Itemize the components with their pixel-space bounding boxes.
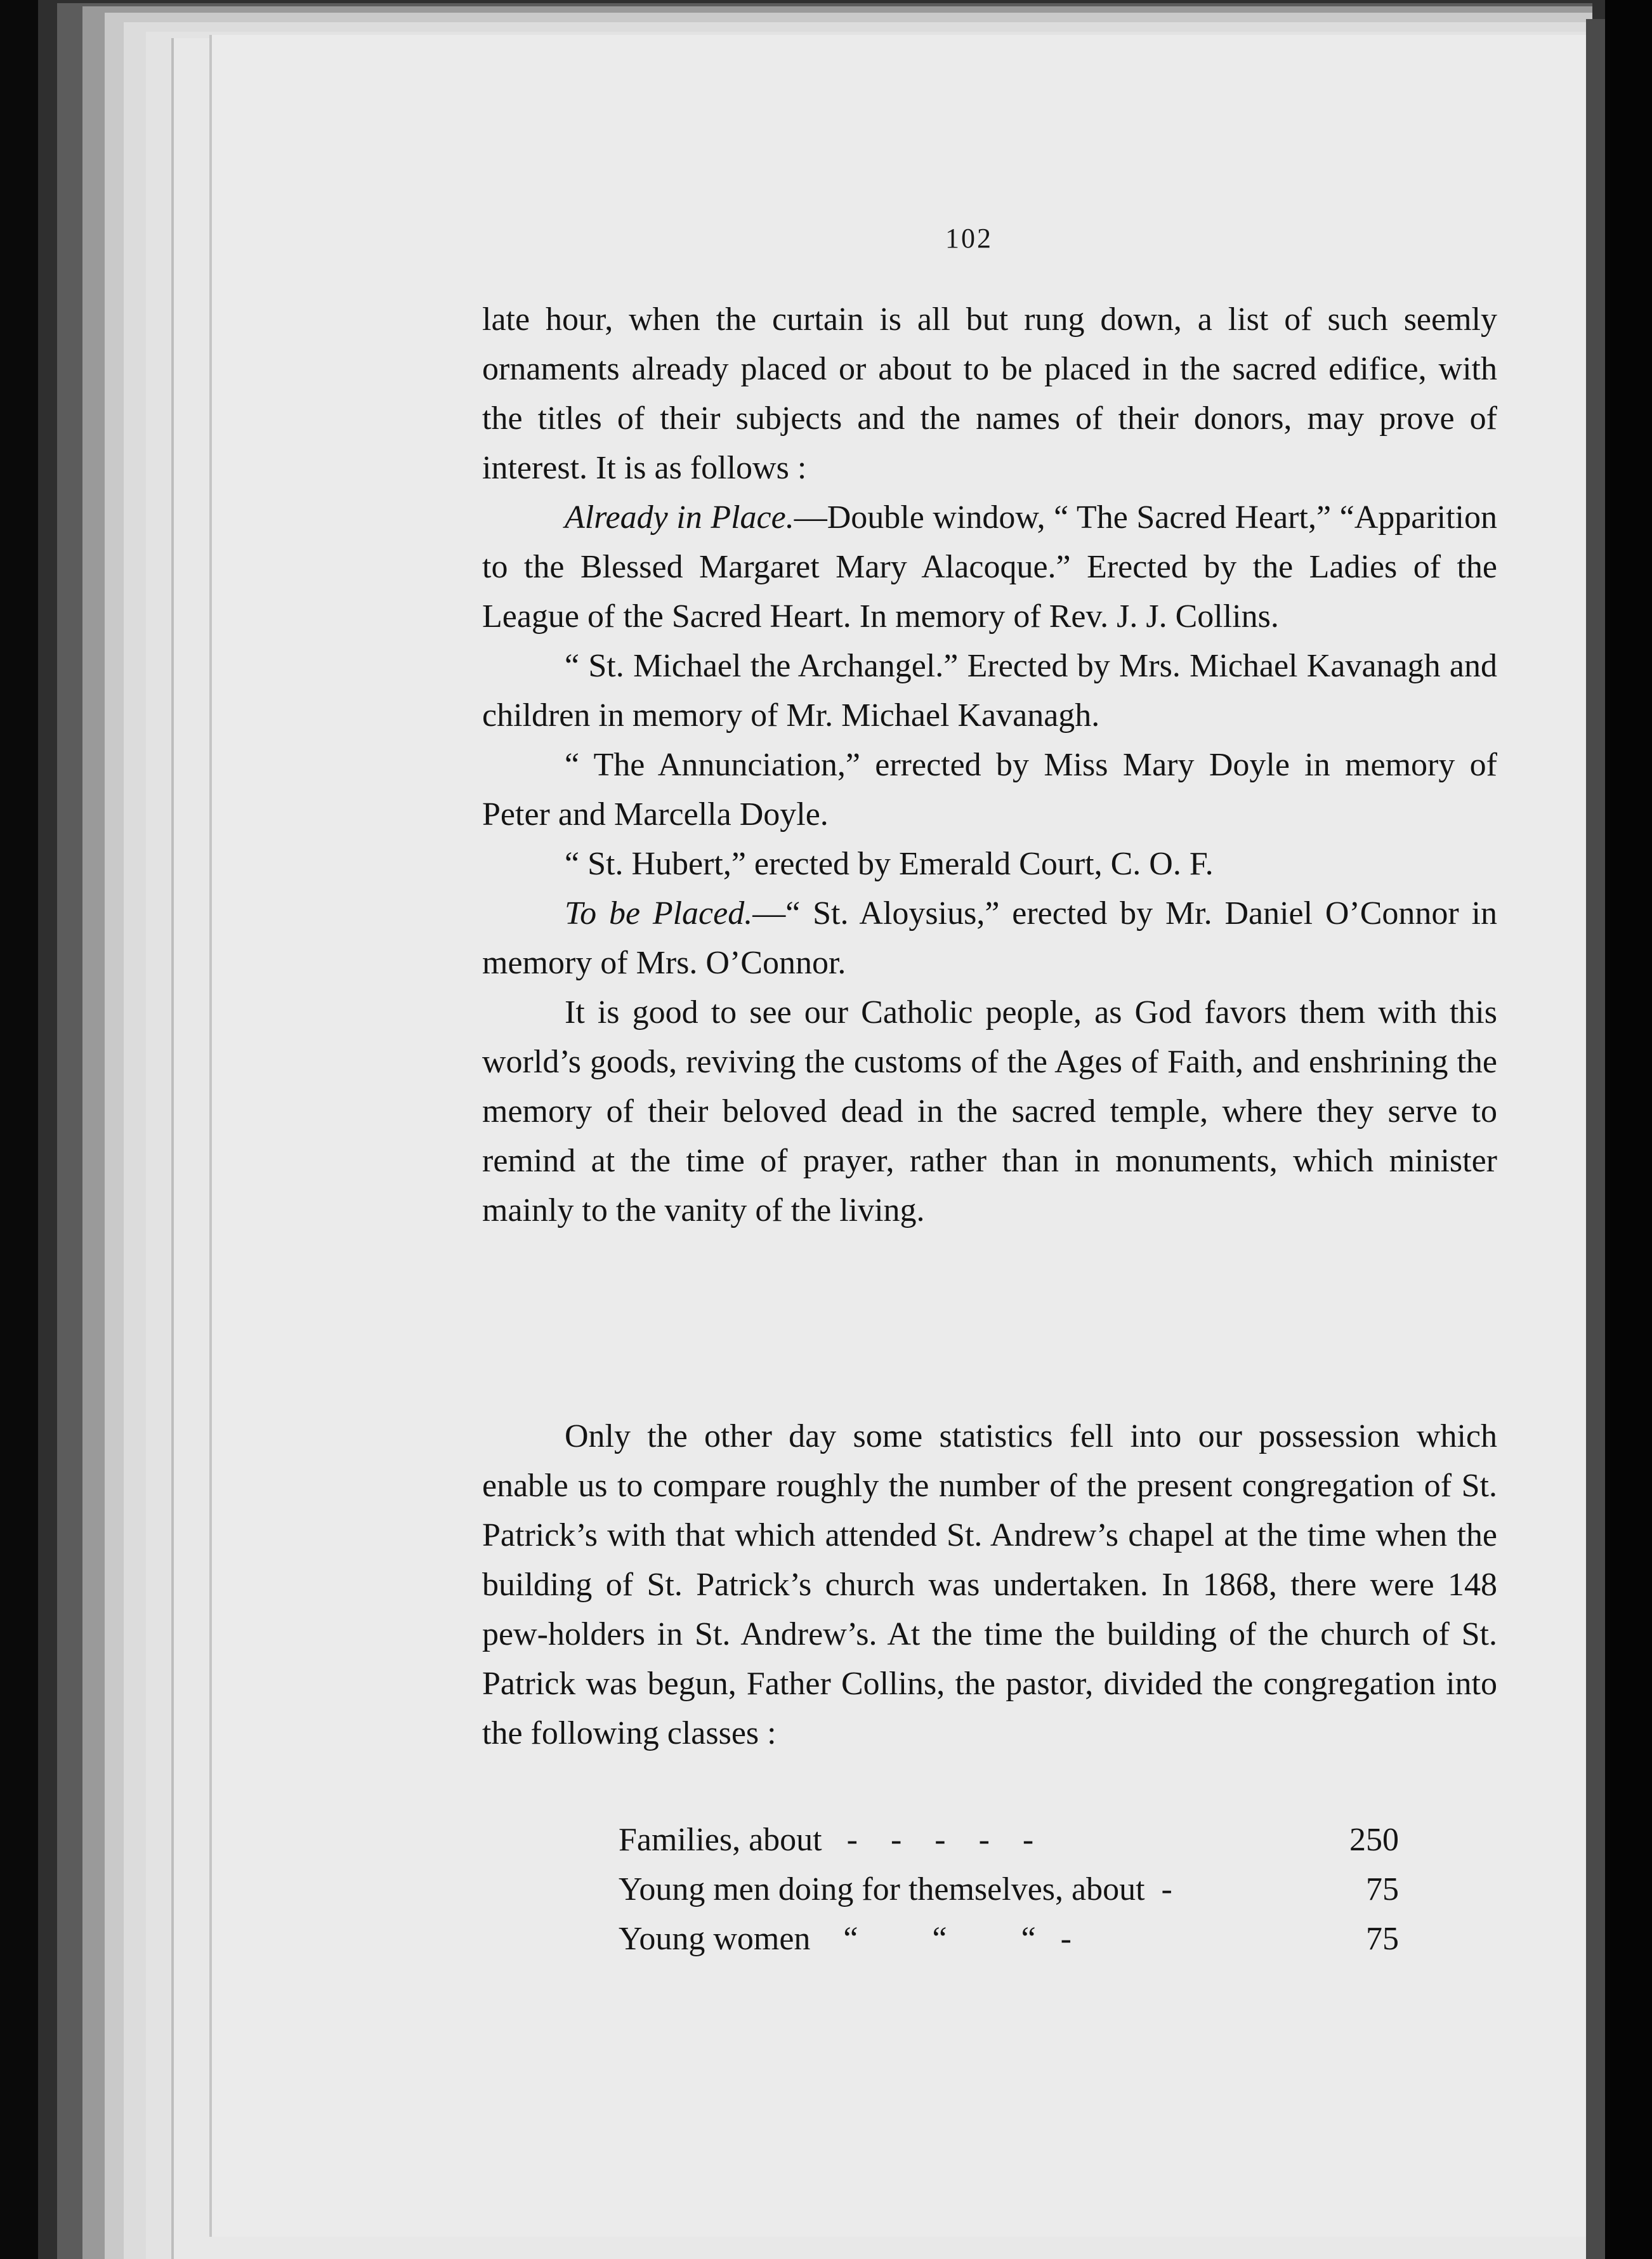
table-row-label: Young women “ “ “ - — [619, 1921, 1072, 1957]
italic-heading: To be Placed. — [565, 895, 753, 932]
body-text-lower — [482, 1412, 1497, 1758]
paragraph-text: —Double window, “ The Sacred Heart,” “Apparition to the Blessed Margaret Mary Alacoque.” Erected by the Ladies of the League of the Sacred Heart. In memory of Rev. J. J. Collins. — [482, 499, 1497, 635]
italic-heading: Already in Place. — [565, 499, 794, 536]
paragraph: Only the other day some statistics fell into our possession which enable us to compare roughly the number of the present congregation of St. Patrick’s with that which attended St. Andrew’s chapel at the time when the building of St. Patrick’s church was undertaken. In 1868, there were 148 pew-holders in St. Andrew’s. At the time the building of the church of St. Patrick was begun, Father Collins, the pastor, divided the congregation into the following classes : — [482, 1418, 1497, 1751]
scan-border — [1605, 0, 1652, 2259]
paragraph: It is good to see our Catholic people, as God favors them with this world’s goods, reviving the customs of the Ages of Faith, and enshrining the memory of their beloved dead in the sacred temple, where they serve to remind at the time of prayer, rather than in monuments, which minister mainly to the vanity of the living. — [482, 994, 1497, 1228]
table-row-value: 75 — [1366, 1921, 1399, 1957]
table-row-label: Families, about - - - - - — [619, 1822, 1034, 1858]
paragraph-text: —“ St. Aloysius,” erected by Mr. Daniel O’Connor in memory of Mrs. O’Connor. — [482, 895, 1497, 981]
table-row-label: Young men doing for themselves, about - — [619, 1871, 1172, 1907]
paragraph: late hour, when the curtain is all but rung down, a list of such seemly ornaments already placed or about to be placed in the sacred edifice, with the titles of their subjects and the names of their donors, may prove of interest. It is as follows : — [482, 301, 1497, 486]
paragraph — [482, 493, 1497, 642]
table-row-value: 250 — [1349, 1822, 1399, 1858]
page-number: 102 — [945, 223, 993, 254]
paragraph: “ The Annunciation,” errected by Miss Mary Doyle in memory of Peter and Marcella Doyle. — [482, 747, 1497, 833]
binding-shadow — [1586, 19, 1605, 2259]
paragraph: “ St. Hubert,” erected by Emerald Court, C. O. F. — [565, 846, 1214, 882]
table-row — [619, 1871, 1399, 1920]
body-text-upper — [482, 295, 1497, 1235]
table-row-value: 75 — [1366, 1871, 1399, 1907]
table-row — [619, 1821, 1399, 1871]
paragraph — [482, 889, 1497, 988]
table-row — [619, 1920, 1399, 1970]
paragraph: “ St. Michael the Archangel.” Erected by Mrs. Michael Kavanagh and children in memory of Mr. Michael Kavanagh. — [482, 648, 1497, 734]
classes-table — [619, 1821, 1399, 1970]
